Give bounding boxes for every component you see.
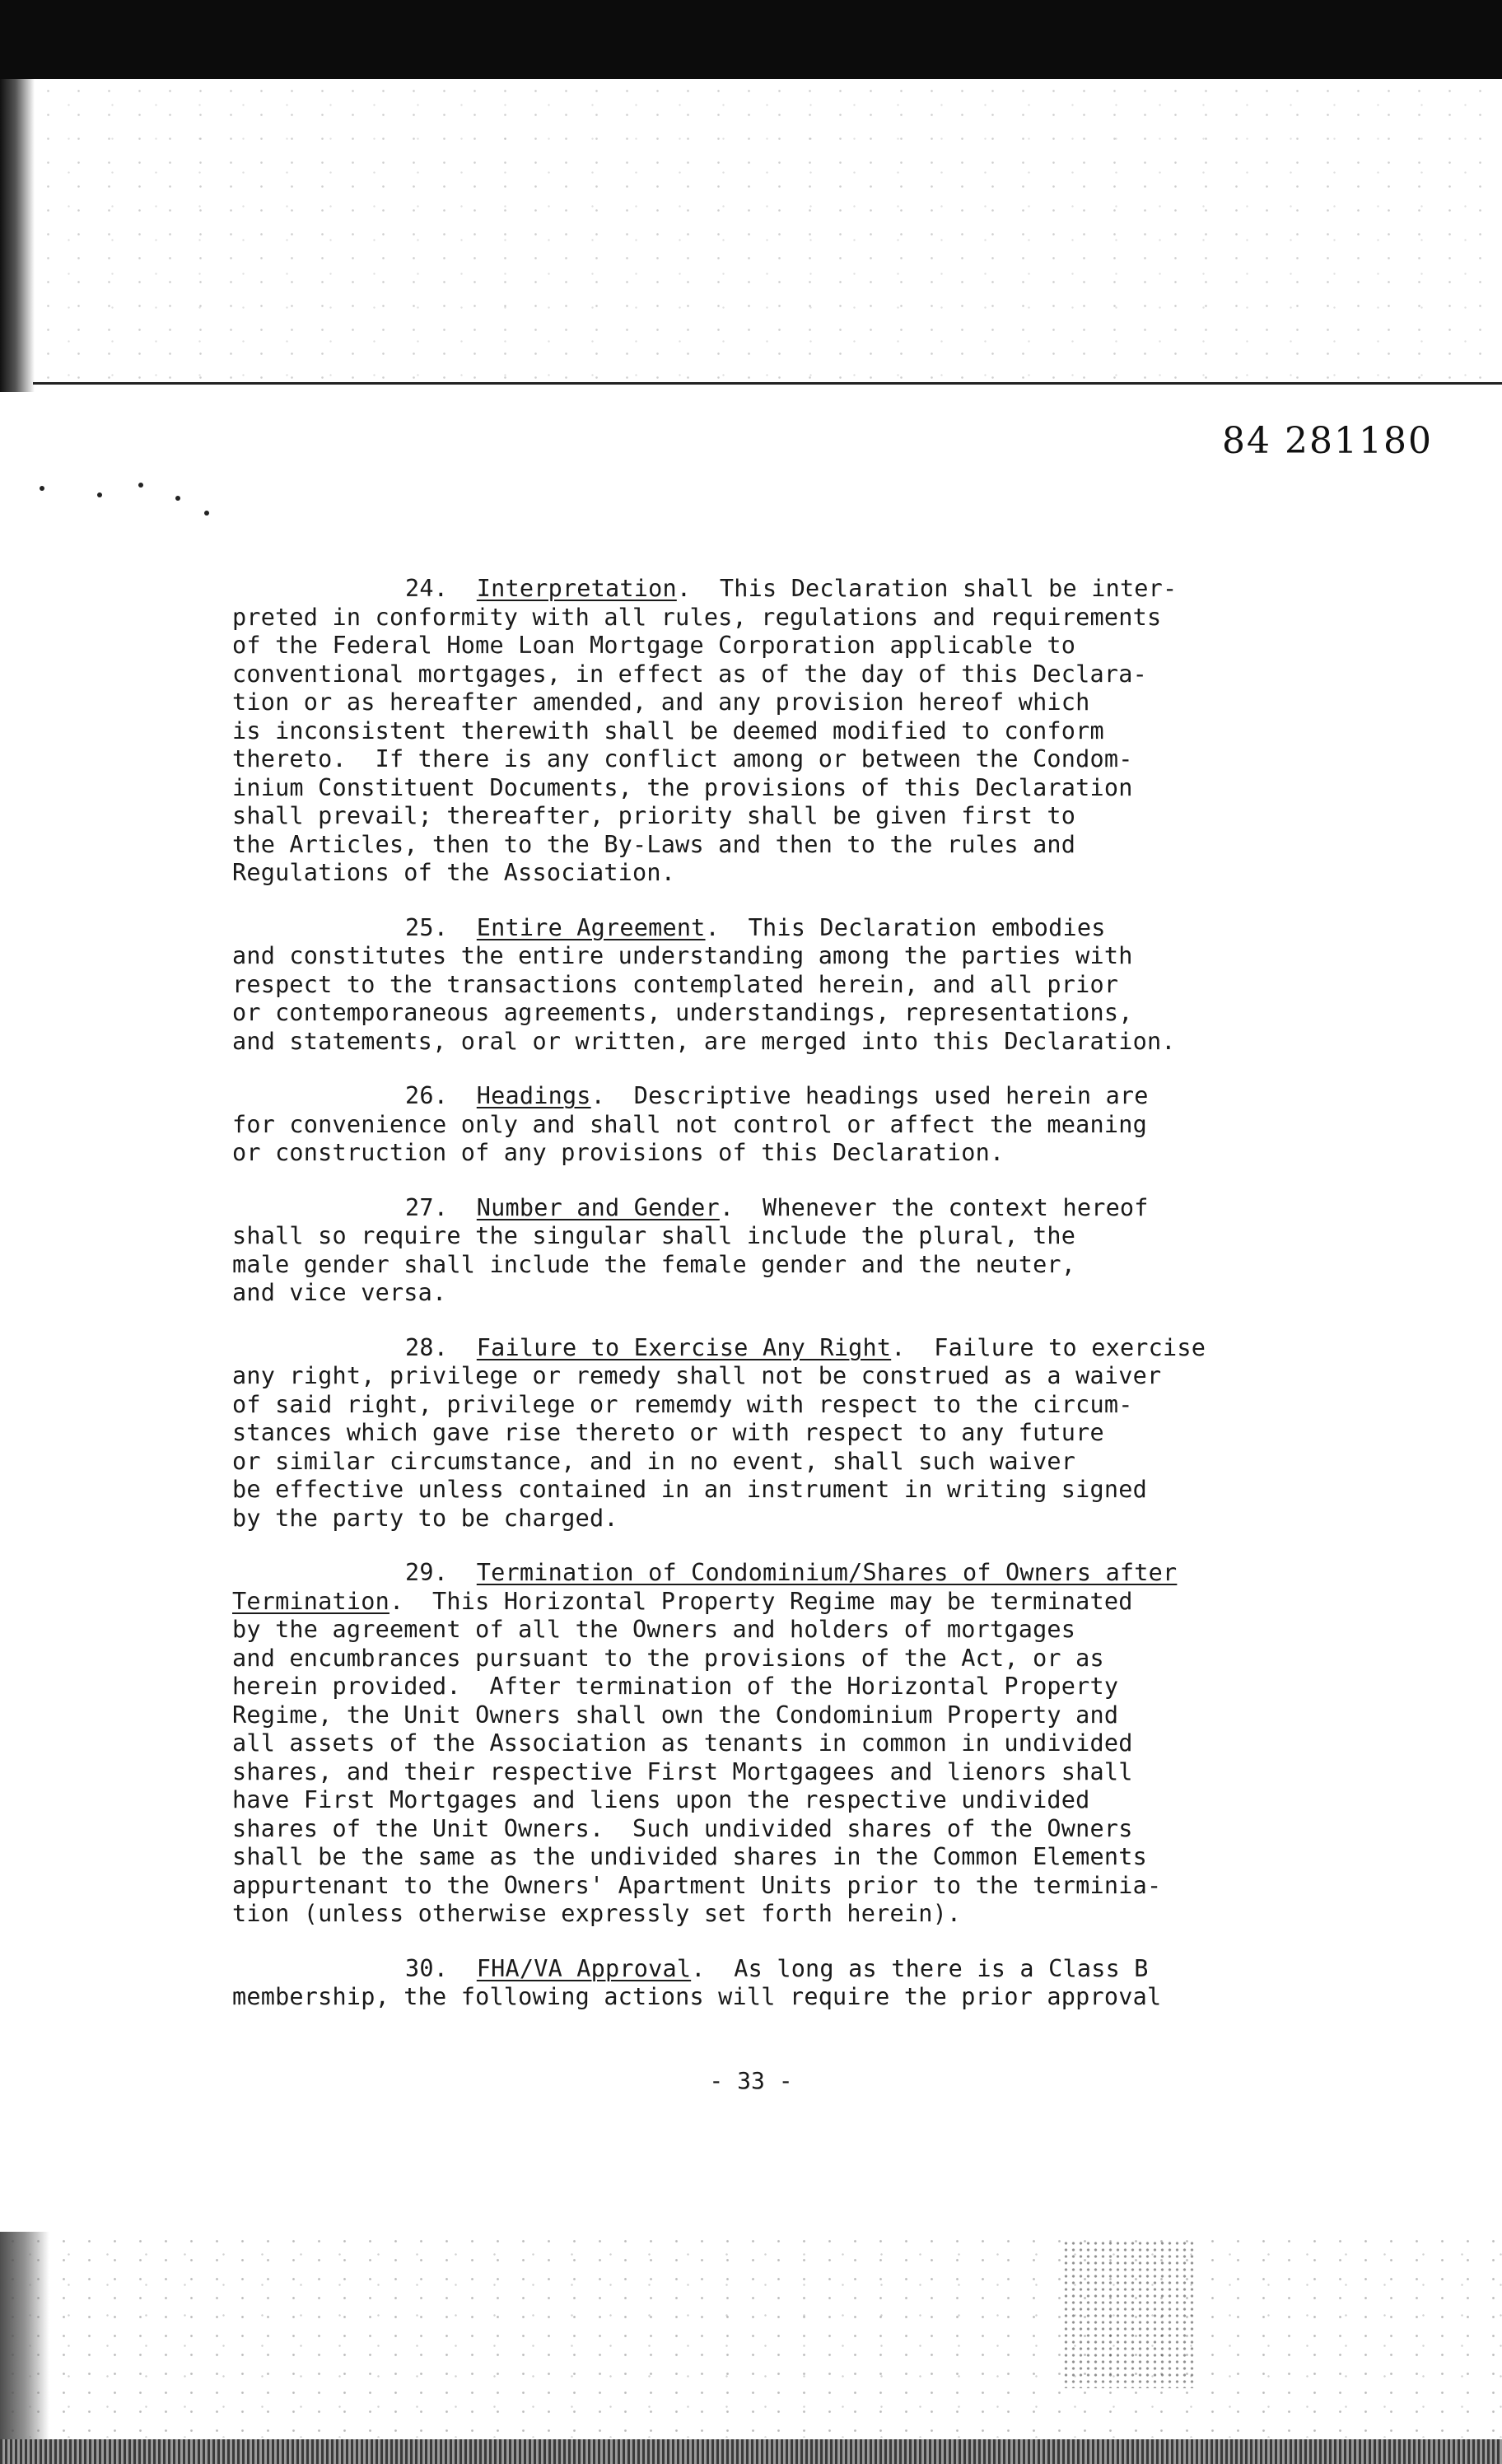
paragraph-27 bbox=[232, 1194, 1418, 1308]
paragraph-number: 30. bbox=[405, 1954, 449, 1982]
paragraph-first-text: . Whenever the context hereof bbox=[719, 1193, 1149, 1221]
paragraph-number: 24. bbox=[405, 575, 449, 602]
paragraph-heading: Number and Gender bbox=[476, 1193, 720, 1221]
paragraph-line: is inconsistent therewith shall be deemed modified to conform bbox=[232, 716, 1104, 744]
paragraph-first-line bbox=[232, 914, 1418, 943]
scan-top-rule bbox=[33, 382, 1502, 385]
paragraph-heading: FHA/VA Approval bbox=[476, 1954, 692, 1982]
scan-dots bbox=[40, 478, 221, 519]
paragraph-line: inium Constituent Documents, the provisions of this Declaration bbox=[232, 773, 1133, 801]
paragraph-line: stances which gave rise thereto or with respect to any future bbox=[232, 1419, 1104, 1446]
paragraph-line: shares, and their respective First Mortgagees and lienors shall bbox=[232, 1757, 1133, 1785]
paragraph-line: and statements, oral or written, are merged into this Declaration. bbox=[232, 1027, 1176, 1055]
paragraph-line: thereto. If there is any conflict among or between the Condom- bbox=[232, 745, 1133, 772]
paragraph-first-line bbox=[232, 1334, 1418, 1363]
scan-noise-cluster bbox=[1062, 2240, 1194, 2388]
paragraph-number: 27. bbox=[405, 1193, 449, 1221]
paragraph-line: or construction of any provisions of this Declaration. bbox=[232, 1139, 1005, 1166]
scan-bottom-left-shadow bbox=[0, 2232, 49, 2464]
scan-top-border bbox=[0, 0, 1502, 79]
paragraph-28 bbox=[232, 1334, 1418, 1533]
paragraph-line: of said right, privilege or rememdy with respect to the circum- bbox=[232, 1390, 1133, 1418]
paragraph-30 bbox=[232, 1955, 1418, 2012]
paragraph-heading: Termination of Condominium/Shares of Owners after bbox=[476, 1559, 1178, 1586]
scan-bottom-border bbox=[0, 2439, 1502, 2464]
paragraph-line: appurtenant to the Owners' Apartment Units prior to the terminia- bbox=[232, 1871, 1162, 1899]
paragraph-line: membership, the following actions will require the prior approval bbox=[232, 1983, 1162, 2010]
scan-noise-top bbox=[33, 79, 1482, 384]
scan-noise-bottom bbox=[0, 2232, 1502, 2438]
document-number: 84 281180 bbox=[1222, 420, 1433, 462]
paragraph-line: Regulations of the Association. bbox=[232, 859, 676, 886]
paragraph-heading: Entire Agreement bbox=[476, 913, 706, 941]
paragraph-line: or similar circumstance, and in no event, shall such waiver bbox=[232, 1447, 1076, 1475]
paragraph-line: shall be the same as the undivided shares in the Common Elements bbox=[232, 1843, 1147, 1870]
paragraph-heading: Headings bbox=[476, 1082, 591, 1109]
paragraph-line: and encumbrances pursuant to the provisions of the Act, or as bbox=[232, 1644, 1104, 1672]
paragraph-line: male gender shall include the female gender and the neuter, bbox=[232, 1250, 1076, 1278]
paragraph-first-text: . Descriptive headings used herein are bbox=[590, 1082, 1149, 1109]
paragraph-heading: Failure to Exercise Any Right bbox=[476, 1333, 892, 1361]
paragraph-26 bbox=[232, 1082, 1418, 1168]
paragraph-line: shall so require the singular shall include the plural, the bbox=[232, 1222, 1076, 1249]
page-number: - 33 - bbox=[709, 2067, 793, 2094]
paragraph-line: preted in conformity with all rules, regulations and requirements bbox=[232, 603, 1162, 631]
paragraph-25 bbox=[232, 914, 1418, 1057]
paragraph-line: any right, privilege or remedy shall not be construed as a waiver bbox=[232, 1362, 1162, 1389]
paragraph-line: the Articles, then to the By-Laws and then to the rules and bbox=[232, 830, 1076, 858]
paragraph-24 bbox=[232, 575, 1418, 888]
paragraph-first-text: . This Declaration embodies bbox=[705, 913, 1106, 941]
paragraph-line: conventional mortgages, in effect as of the day of this Declara- bbox=[232, 660, 1147, 688]
paragraph-29 bbox=[232, 1559, 1418, 1929]
paragraph-line: respect to the transactions contemplated herein, and all prior bbox=[232, 970, 1119, 998]
paragraph-first-line bbox=[232, 1559, 1418, 1588]
paragraph-first-line bbox=[232, 1082, 1418, 1111]
paragraph-heading: Interpretation bbox=[476, 575, 677, 602]
paragraph-number: 25. bbox=[405, 913, 449, 941]
paragraph-line: Regime, the Unit Owners shall own the Condominium Property and bbox=[232, 1701, 1119, 1729]
paragraph-line: tion or as hereafter amended, and any provision hereof which bbox=[232, 688, 1090, 716]
paragraph-line: have First Mortgages and liens upon the respective undivided bbox=[232, 1786, 1090, 1813]
paragraph-line: be effective unless contained in an instrument in writing signed bbox=[232, 1476, 1147, 1503]
paragraph-number: 26. bbox=[405, 1082, 449, 1109]
paragraph-first-line bbox=[232, 575, 1418, 604]
paragraph-line: tion (unless otherwise expressly set forth herein). bbox=[232, 1900, 962, 1927]
paragraph-first-line bbox=[232, 1194, 1418, 1223]
paragraph-second-text: . This Horizontal Property Regime may be terminated bbox=[389, 1587, 1133, 1615]
paragraph-line: all assets of the Association as tenants in common in undivided bbox=[232, 1729, 1133, 1757]
paragraph-heading-continued: Termination bbox=[232, 1587, 389, 1615]
paragraph-line: or contemporaneous agreements, understandings, representations, bbox=[232, 999, 1133, 1026]
paragraph-line: and constitutes the entire understanding among the parties with bbox=[232, 942, 1133, 969]
paragraph-number: 29. bbox=[405, 1559, 449, 1586]
paragraph-line: by the party to be charged. bbox=[232, 1504, 618, 1532]
paragraph-line: of the Federal Home Loan Mortgage Corporation applicable to bbox=[232, 632, 1076, 659]
paragraph-first-text: . This Declaration shall be inter- bbox=[676, 575, 1178, 602]
paragraph-first-text: . As long as there is a Class B bbox=[691, 1954, 1149, 1982]
paragraph-first-line bbox=[232, 1955, 1418, 1984]
scan-left-shadow bbox=[0, 79, 35, 392]
paragraph-first-text: . Failure to exercise bbox=[891, 1333, 1206, 1361]
paragraph-number: 28. bbox=[405, 1333, 449, 1361]
paragraph-line: for convenience only and shall not control or affect the meaning bbox=[232, 1110, 1147, 1138]
paragraph-line: and vice versa. bbox=[232, 1279, 447, 1306]
paragraph-line: shares of the Unit Owners. Such undivided shares of the Owners bbox=[232, 1814, 1133, 1842]
document-body bbox=[232, 575, 1418, 2038]
paragraph-line: by the agreement of all the Owners and holders of mortgages bbox=[232, 1616, 1076, 1643]
paragraph-second-line bbox=[232, 1588, 1418, 1617]
paragraph-line: shall prevail; thereafter, priority shall be given first to bbox=[232, 802, 1076, 829]
paragraph-line: herein provided. After termination of the Horizontal Property bbox=[232, 1673, 1119, 1700]
